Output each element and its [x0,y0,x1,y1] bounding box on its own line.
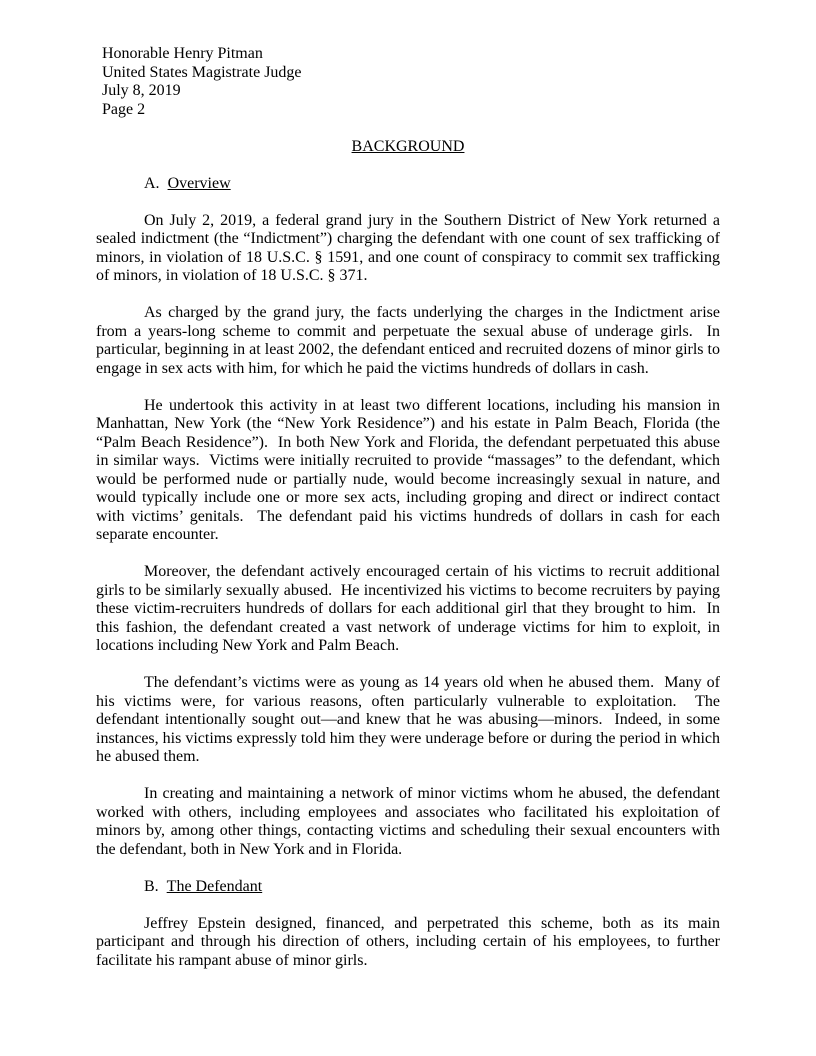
paragraph-network: In creating and maintaining a network of minor victims whom he abused, the defendant worked with others, including employees and associates who facilitated his exploitation of minors by, among other things, contacting victims and scheduling their sexual encounters with the defendant, both in New York and in Florida. [96,785,724,858]
paragraph-recruiters: Moreover, the defendant actively encouraged certain of his victims to recruit additional girls to be similarly sexually abused. He incentivized his victims to become recruiters by paying these victim-recruiters hundreds of dollars for each additional girl that they brought to him. In this fashion, the defendant created a vast network of underage victims for him to exploit, in locations including New York and Palm Beach. [96,563,724,654]
section-label-b: B. [144,877,159,895]
background-title: BACKGROUND [351,137,465,155]
paragraph-victim-ages: The defendant’s victims were as young as 14 years old when he abused them. Many of his victims were, for various reasons, often particularly vulnerable to exploitation. The defendant intentionally sought out—and knew that he was abusing—minors. Indeed, in some instances, his victims expressly told him they were underage before or during the period in which he abused them. [96,674,724,765]
header-recipient-title: United States Magistrate Judge [102,63,302,81]
paragraph-defendant: Jeffrey Epstein designed, financed, and perpetrated this scheme, both as its main participant and through his direction of others, including certain of his employees, to further facilitate his rampant abuse of minor girls. [96,914,724,969]
section-label-a: A. [144,174,160,192]
paragraph-locations: He undertook this activity in at least two different locations, including his mansion in Manhattan, New York (the “New York Residence”) and his estate in Palm Beach, Florida (the “Palm Beach Residence”). In both New York and Florida, the defendant perpetuated this abuse in similar ways. Victims were initially recruited to provide “massages” to the defendant, which would be performed nude or partially nude, would become increasingly sexual in nature, and would typically include one or more sex acts, including groping and direct or indirect contact with victims’ genitals. The defendant paid his victims hundreds of dollars in cash for each separate encounter. [96,396,724,543]
header-recipient-name: Honorable Henry Pitman [102,45,263,62]
section-heading-text-overview: Overview [167,174,231,192]
letter-header [102,45,720,119]
paragraph-indictment: On July 2, 2019, a federal grand jury in the Southern District of New York returned a sealed indictment (the “Indictment”) charging the defendant with one count of sex trafficking of minors, in violation of 18 U.S.C. § 1591, and one count of conspiracy to commit sex trafficking of minors, in violation of 18 U.S.C. § 371. [96,211,724,284]
section-heading-defendant [144,878,720,897]
section-heading-overview [144,175,720,194]
paragraph-grand-jury-charges: As charged by the grand jury, the facts underlying the charges in the Indictment arise from a years-long scheme to commit and perpetuate the sexual abuse of underage girls. In particular, beginning in at least 2002, the defendant enticed and recruited dozens of minor girls to engage in sex acts with him, for which he paid the victims hundreds of dollars in cash. [96,304,724,377]
header-page-number: Page 2 [102,100,146,118]
header-date: July 8, 2019 [102,82,181,99]
section-heading-text-defendant: The Defendant [166,877,263,895]
document-title-row [96,138,720,157]
